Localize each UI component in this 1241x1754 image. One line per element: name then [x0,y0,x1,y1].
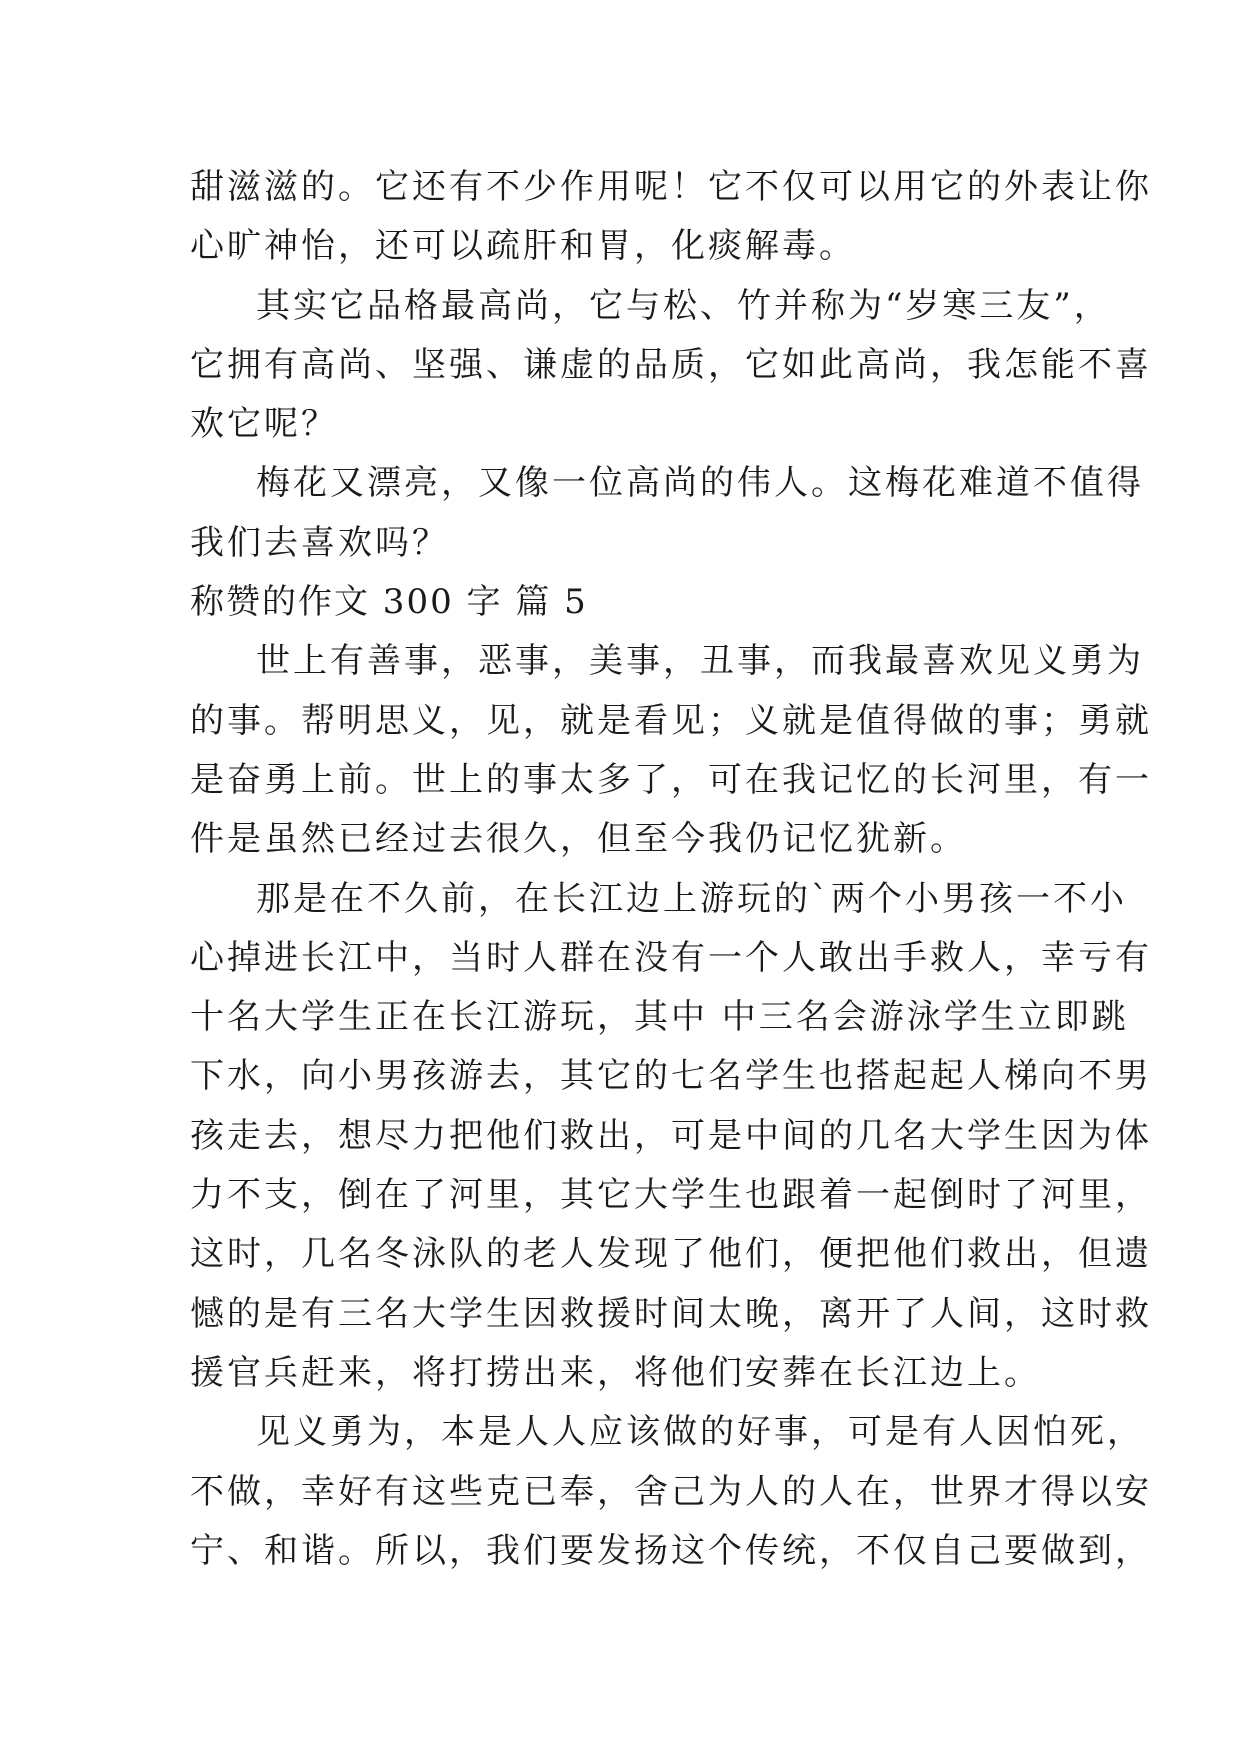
text-line: 的事。帮明思义，见，就是看见；义就是值得做的事；勇就 [190,700,1152,741]
text-line: 它拥有高尚、坚强、谦虚的品质，它如此高尚，我怎能不喜 [190,344,1152,385]
text-line: 力不支，倒在了河里，其它大学生也跟着一起倒时了河里， [190,1175,1152,1216]
text-line: 甜滋滋的。它还有不少作用呢！它不仅可以用它的外表让你 [190,167,1152,207]
text-line: 件是虽然已经过去很久，但至今我仍记忆犹新。 [190,819,967,860]
text-line: 心旷神怡，还可以疏肝和胃，化痰解毒。 [190,226,856,267]
text-line: 憾的是有三名大学生因救援时间太晚，离开了人间，这时救 [190,1293,1152,1334]
text-line: 下水，向小男孩游去，其它的七名学生也搭起起人梯向不男 [190,1056,1152,1097]
text-line: 不做，幸好有这些克已奉，舍己为人的人在，世界才得以安 [190,1471,1152,1512]
text-line: 孩走去，想尽力把他们救出，可是中间的几名大学生因为体 [190,1115,1152,1156]
text-line: 十名大学生正在长江游玩，其中 中三名会游泳学生立即跳 [190,997,1129,1038]
text-line: 宁、和谐。所以，我们要发扬这个传统，不仅自己要做到， [190,1530,1152,1571]
paragraph-start-line: 世上有善事，恶事，美事，丑事，而我最喜欢见义勇为 [256,641,1144,682]
text-line: 是奋勇上前。世上的事太多了，可在我记忆的长河里，有一 [190,759,1152,800]
section-heading: 称赞的作文 300 字 篇 5 [190,582,588,623]
paragraph-start-line: 那是在不久前，在长江边上游玩的`两个小男孩一不小 [256,878,1127,919]
document-body [190,158,1152,1581]
text-line: 心掉进长江中，当时人群在没有一个人敢出手救人，幸亏有 [190,937,1152,978]
text-line: 援官兵赶来，将打捞出来，将他们安葬在长江边上。 [190,1352,1041,1393]
text-line: 这时，几名冬泳队的老人发现了他们，便把他们救出，但遗 [190,1234,1152,1275]
text-line: 欢它呢？ [190,404,338,445]
paragraph-start-line: 梅花又漂亮，又像一位高尚的伟人。这梅花难道不值得 [256,463,1144,504]
paragraph-start-line: 其实它品格最高尚，它与松、竹并称为“岁寒三友”， [256,285,1111,326]
paragraph-start-line: 见义勇为，本是人人应该做的好事，可是有人因怕死， [256,1412,1144,1453]
text-line: 我们去喜欢吗？ [190,522,449,563]
